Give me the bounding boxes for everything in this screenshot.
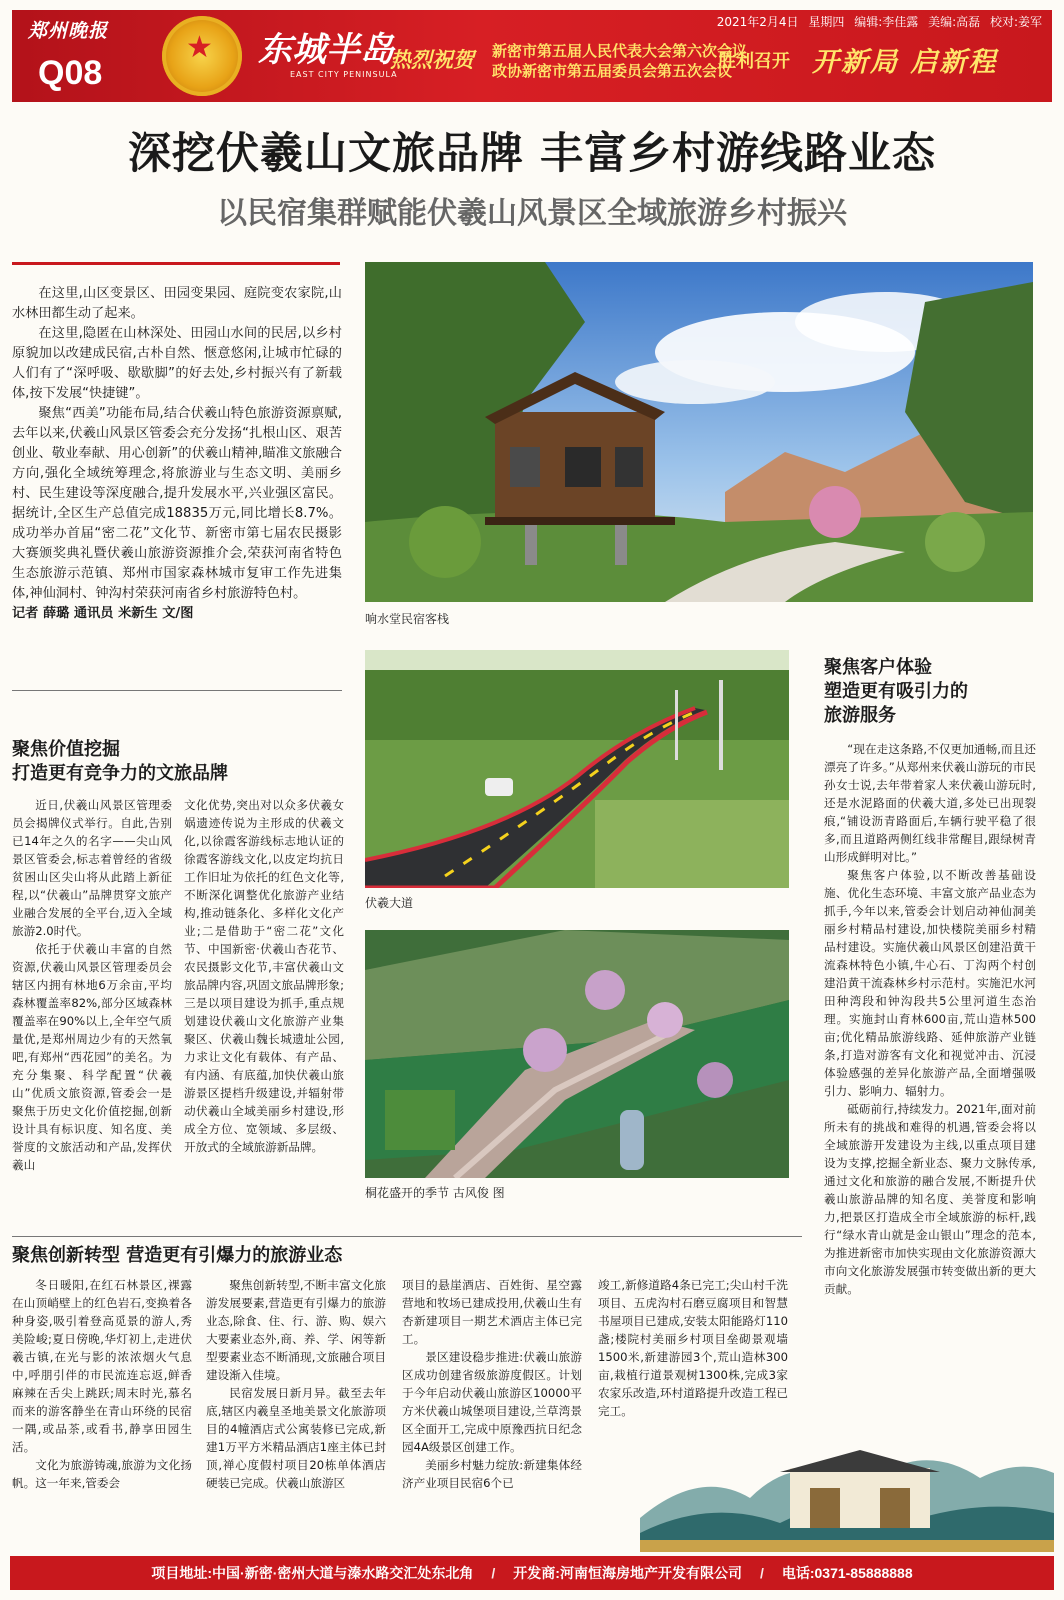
section3-paragraph: 砥砺前行,持续发力。2021年,面对前所未有的挑战和难得的机遇,管委会将以全域旅游开发建设为主线,以重点项目建设为支撑,挖掘全新业态、聚力文脉传承,通过文化和旅游的融合发展,不断提升伏羲山旅游品牌的知名度、美誉度和影响力,把景区打造成全市全域旅游的标杆,践行“绿水青山就是金山银山”理念的范本,为推进新密市加快实现由文化旅游资源大市向文化旅游发展强市转变做出新的更大贡献。 — [824, 1102, 1036, 1296]
section2-paragraph: 景区建设稳步推进:伏羲山旅游区成功创建省级旅游度假区。计划于今年启动伏羲山旅游区10000平方米伏羲山城堡项目建设,兰草湾景区全面开工,完成中原豫西抗日纪念园4A级景区创建工作。 — [402, 1350, 582, 1454]
intro-top-rule — [12, 262, 340, 265]
photo-caption-fuxi-avenue: 伏羲大道 — [365, 896, 414, 910]
photo-paulownia-season — [365, 930, 789, 1178]
intro-paragraph: 聚焦“西美”功能布局,结合伏羲山特色旅游资源禀赋,去年以来,伏羲山风景区管委会充分发扬“扎根山区、艰苦创业、敬业奉献、用心创新”的伏羲山精神,瞄准文旅融合方向,强化全域统筹理念,将旅游业与生态文明、美丽乡村、民生建设等深度融合,提升发展水平,兴业强区富民。据统计,全区生产总值完成18835万元,同比增长8.7%。成功举办首届“密二花”文化节、新密市第七届农民摄影大赛颁奖典礼暨伏羲山旅游资源推介会,荣获河南省特色生态旅游示范镇、郑州市国家森林城市复审工作先进集体,神仙洞村、钟沟村荣获河南省乡村旅游特色村。 — [12, 406, 342, 601]
footer-separator: / — [759, 1565, 764, 1581]
congrats-text: 热烈祝贺 — [390, 47, 474, 72]
section3-column — [824, 740, 1036, 1298]
footer-ad-bar — [10, 1556, 1054, 1590]
subheadline: 以民宿集群赋能伏羲山风景区全域旅游乡村振兴 — [217, 196, 847, 231]
art-editor: 美编:高磊 — [928, 15, 981, 29]
motto: 开新局 启新程 — [812, 47, 998, 78]
footer-separator: / — [491, 1565, 496, 1581]
masthead-banner — [12, 10, 1052, 102]
section1-paragraph: 近日,伏羲山风景区管理委员会揭牌仪式举行。自此,告别已14年之久的名字——尖山风景区管委会,标志着曾经的省级贫困山区尖山将从此踏上新征程,以“伏羲山”品牌贯穿文旅产业融合发展的全平台,迈入全域旅游2.0时代。 — [12, 798, 172, 938]
headline: 深挖伏羲山文旅品牌 丰富乡村游线路业态 — [128, 129, 936, 179]
intro-paragraph: 在这里,山区变景区、田园变果园、庭院变农家院,山水林田都生动了起来。 — [12, 286, 342, 321]
national-emblem-icon: ★ — [162, 16, 242, 96]
section1-title — [12, 738, 342, 786]
landscape-illustration — [640, 1428, 1054, 1552]
section3-paragraph: “现在走这条路,不仅更加通畅,而且还漂亮了许多。”从郑州来伏羲山游玩的市民孙女士说,去年带着家人来伏羲山游玩时,还是水泥路面的伏羲大道,多处已出现裂痕,“铺设沥青路面后,车辆行驶平稳了很多,而且道路两侧红线非常醒目,跟绿树青山形成鲜明对比。” — [824, 742, 1036, 864]
section2-title: 聚焦创新转型 营造更有引爆力的旅游业态 — [12, 1245, 343, 1266]
intro-paragraph: 在这里,隐匿在山林深处、田园山水间的民居,以乡村原貌加以改建成民宿,古朴自然、惬意悠闲,让城市忙碌的人们有了“深呼吸、歇歇脚”的好去处,乡村振兴有了新载体,按下发展“快捷键”。 — [12, 326, 342, 401]
section1-column2 — [184, 796, 344, 1156]
section2-paragraph: 美丽乡村魅力绽放:新建集体经济产业项目民宿6个已 — [402, 1458, 582, 1490]
project-address: 项目地址:中国·新密·密州大道与溱水路交汇处东北角 — [151, 1565, 474, 1581]
photo-guesthouse — [365, 262, 1033, 602]
section2-paragraph: 民宿发展日新月异。截至去年底,辖区内羲皇圣地美景文化旅游项目的4幢酒店式公寓装修已完成,新建1万平方米精品酒店1座主体已封顶,禅心度假村项目20栋单体酒店硬装已完成。伏羲山旅游区 — [206, 1386, 386, 1490]
road-illustration — [365, 650, 789, 888]
section2-column3 — [402, 1276, 582, 1492]
phone: 电话:0371-85888888 — [781, 1565, 913, 1581]
section2-paragraph: 竣工,新修道路4条已完工;尖山村千洗项目、五虎沟村石磨豆腐项目和智慧书屋项目已建成,安装太阳能路灯110盏;楼院村美丽乡村项目垒砌景观墙1500米,新建游园3个,荒山造林300亩,栽植行道景观树1300株,完成3家农家乐改造,环村道路提升改造工程已完工。 — [598, 1278, 788, 1418]
byline: 记者 薛璐 通讯员 米新生 文/图 — [12, 606, 194, 621]
section2-paragraph: 冬日暖阳,在红石林景区,裸露在山顶峭壁上的红色岩石,变换着各种身姿,吸引着登高觅景的游人,秀美险峻;夏日傍晚,华灯初上,走进伏羲古镇,在光与影的浓浓烟火气息中,呼朋引伴的市民流连忘返,鲜香麻辣在舌尖上跳跃;周末时光,慕名而来的游客静坐在青山环绕的民宿一隅,或品茶,或看书,静享田园生活。 — [12, 1278, 192, 1454]
meeting-line-1: 新密市第五届人民代表大会第六次会议 — [492, 43, 748, 60]
weekday: 星期四 — [808, 15, 845, 29]
section1-paragraph: 依托于伏羲山丰富的自然资源,伏羲山风景区管理委员会辖区内拥有林地6万余亩,平均森林覆盖率82%,部分区域森林覆盖率在90%以上,全年空气质量优,是郑州周边少有的天然氧吧,有郑州“西花园”的美名。为充分集聚、科学配置“伏羲山”优质文旅资源,管委会一是聚焦于历史文化价值挖掘,创新设计具有标识度、知名度、美誉度的文旅活动和产品,发挥伏羲山 — [12, 942, 172, 1172]
decorative-landscape — [640, 1428, 1054, 1552]
photo-caption-guesthouse: 响水堂民宿客栈 — [365, 612, 450, 626]
intro-bottom-rule — [12, 690, 342, 691]
intro-text — [12, 284, 342, 624]
section2-column4 — [598, 1276, 788, 1420]
section1-title-line2: 打造更有竞争力的文旅品牌 — [12, 763, 228, 784]
section2-top-rule — [12, 1236, 802, 1237]
success-text: 胜利召开 — [718, 51, 790, 71]
section1-title-line1: 聚焦价值挖掘 — [12, 739, 120, 760]
section1-paragraph: 文化优势,突出对以众多伏羲女娲遗迹传说为主形成的伏羲文化,以徐霞客游线标志地认证的徐霞客游线文化,以皮定均抗日工作旧址为依托的红色文化等,不断深化调整优化旅游产业结构,推动链条化、多样化文化产业;二是借助于“密二花”文化节、中国新密·伏羲山杏花节、农民摄影文化节,丰富伏羲山文旅品牌内容,巩固文旅品牌形象;三是以项目建设为抓手,重点规划建设伏羲山文化旅游产业集聚区、伏羲山魏长城遗址公园,力求让文化有载体、有产品、有内涵、有底蕴,加快伏羲山旅游景区提档升级建设,并辐射带动伏羲山全域美丽乡村建设,形成全方位、宽领域、多层级、开放式的全域旅游新品牌。 — [184, 798, 344, 1154]
section3-title-line1: 聚焦客户体验 — [824, 657, 932, 678]
section2-paragraph: 文化为旅游铸魂,旅游为文化扬帆。这一年来,管委会 — [12, 1458, 192, 1490]
photo-caption-paulownia: 桐花盛开的季节 古风俊 图 — [365, 1186, 505, 1200]
meeting-line-2: 政协新密市第五届委员会第五次会议 — [492, 63, 733, 80]
dateline — [711, 13, 1042, 30]
section3-paragraph: 聚焦客户体验,以不断改善基础设施、优化生态环境、丰富文旅产品业态为抓手,今年以来,管委会计划启动神仙洞美丽乡村精品村建设,加快楼院美丽乡村精品村建设。实施伏羲山风景区创建沿黄干流森林特色小镇,牛心石、丁沟两个村创建沿黄干流森林乡村示范村。实施汜水河田种湾段和钟沟段共5公里河道生态治理。实施封山育林600亩,荒山造林500亩;优化精品旅游线路、延伸旅游产业链条,打造对游客有文化和视觉冲击、沉浸体验感强的差异化旅游产品,全面增强吸引力、影响力、辐射力。 — [824, 868, 1036, 1098]
section3-title-line3: 旅游服务 — [824, 705, 896, 726]
aerial-illustration — [365, 930, 789, 1178]
brand-subtitle: EAST CITY PENINSULA — [290, 70, 398, 79]
guesthouse-illustration — [365, 262, 1033, 602]
section3-title — [824, 656, 1044, 728]
paper-name: 郑州晚报 — [28, 20, 109, 42]
section2-column1 — [12, 1276, 192, 1492]
photo-fuxi-avenue — [365, 650, 789, 888]
section2-column2 — [206, 1276, 386, 1492]
section2-paragraph: 项目的悬崖酒店、百姓街、星空露营地和牧场已建成投用,伏羲山生有杏新建项目一期艺术酒店主体已完工。 — [402, 1278, 582, 1346]
developer: 开发商:河南恒海房地产开发有限公司 — [513, 1565, 742, 1581]
page-number: Q08 — [38, 54, 103, 92]
section1-column1 — [12, 796, 172, 1174]
section2-paragraph: 聚焦创新转型,不断丰富文化旅游发展要素,营造更有引爆力的旅游业态,除食、住、行、游、购、娱六大要素业态外,商、养、学、闲等新型要素业态不断涌现,文旅融合项目建设渐入佳境。 — [206, 1278, 386, 1382]
section3-title-line2: 塑造更有吸引力的 — [824, 681, 968, 702]
brand-logo: 东城半岛 — [258, 30, 394, 70]
proofreader: 校对:姜军 — [989, 15, 1042, 29]
date: 2021年2月4日 — [716, 15, 799, 29]
editor: 编辑:李佳露 — [854, 15, 919, 29]
